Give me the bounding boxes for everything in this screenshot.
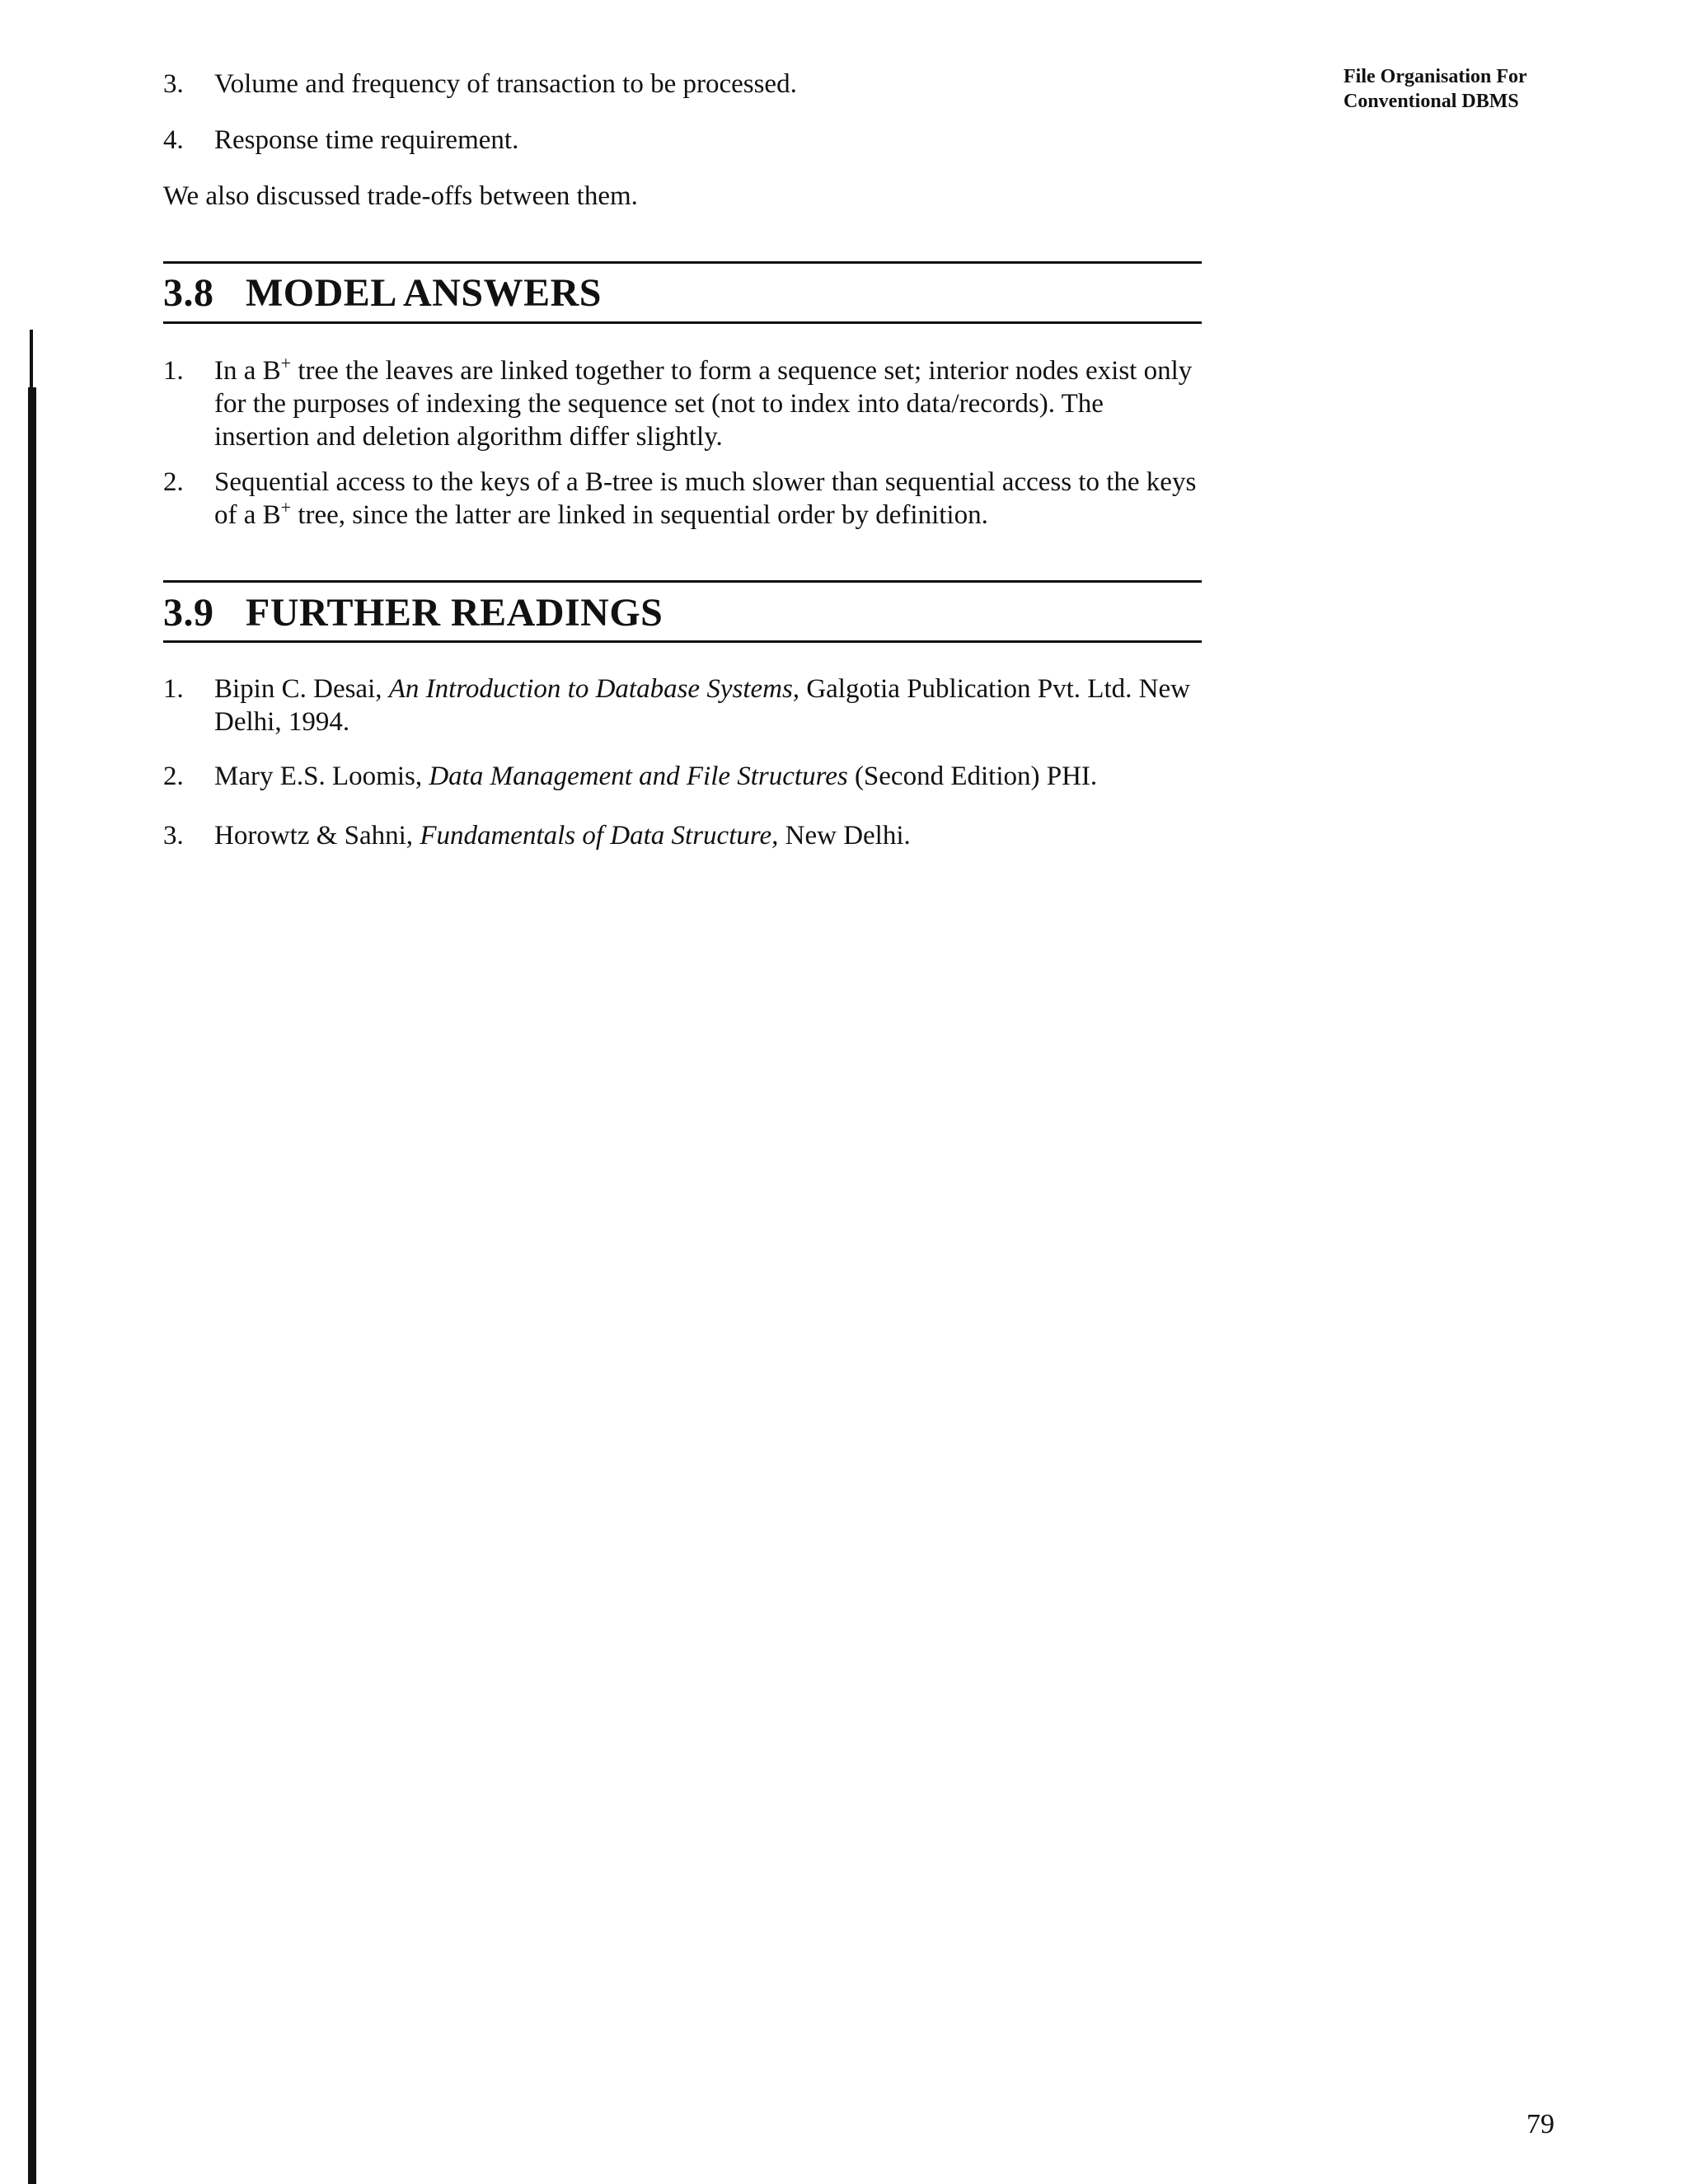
answer-number: 2. xyxy=(163,467,184,497)
section-heading-further-readings xyxy=(163,590,1202,636)
section-title: MODEL ANSWERS xyxy=(246,271,602,315)
section-rule-bottom xyxy=(163,640,1202,643)
list-item-text: Response time requirement. xyxy=(214,125,519,155)
list-item-number: 4. xyxy=(163,125,184,155)
summary-paragraph: We also discussed trade-offs between them. xyxy=(163,181,638,211)
binding-shadow-top xyxy=(30,330,33,387)
section-number: 3.8 xyxy=(163,271,214,315)
running-header-line-2: Conventional DBMS xyxy=(1343,91,1519,112)
running-header xyxy=(1343,64,1591,114)
binding-shadow xyxy=(28,387,36,2184)
answer-text: Sequential access to the keys of a B-tree is much slower than sequential access to the keys of a B+ tree, since the latter are linked in sequential order by definition. xyxy=(214,467,1197,530)
section-rule-top xyxy=(163,580,1202,583)
section-heading-model-answers xyxy=(163,270,1202,316)
reading-number: 2. xyxy=(163,762,184,791)
section-rule-bottom xyxy=(163,321,1202,324)
section-title: FURTHER READINGS xyxy=(246,591,663,635)
reading-text: Bipin C. Desai, An Introduction to Database Systems, Galgotia Publication Pvt. Ltd. New Delhi, 1994. xyxy=(214,674,1190,737)
reading-number: 3. xyxy=(163,821,184,851)
page-number: 79 xyxy=(1526,2109,1554,2139)
reading-text: Mary E.S. Loomis, Data Management and File Structures (Second Edition) PHI. xyxy=(214,762,1098,791)
answer-number: 1. xyxy=(163,356,184,386)
section-rule-top xyxy=(163,261,1202,264)
section-number: 3.9 xyxy=(163,591,214,635)
list-item-text: Volume and frequency of transaction to be processed. xyxy=(214,69,797,99)
reading-text: Horowtz & Sahni, Fundamentals of Data Structure, New Delhi. xyxy=(214,821,911,851)
page-binding-edge xyxy=(0,0,36,2184)
running-header-line-1: File Organisation For xyxy=(1343,66,1527,87)
reading-number: 1. xyxy=(163,674,184,704)
list-item-number: 3. xyxy=(163,69,184,99)
answer-text: In a B+ tree the leaves are linked together to form a sequence set; interior nodes exist only for the purposes of indexing the sequence set (not to index into data/records). The insertion and deletion algorithm differ slightly. xyxy=(214,353,1193,452)
